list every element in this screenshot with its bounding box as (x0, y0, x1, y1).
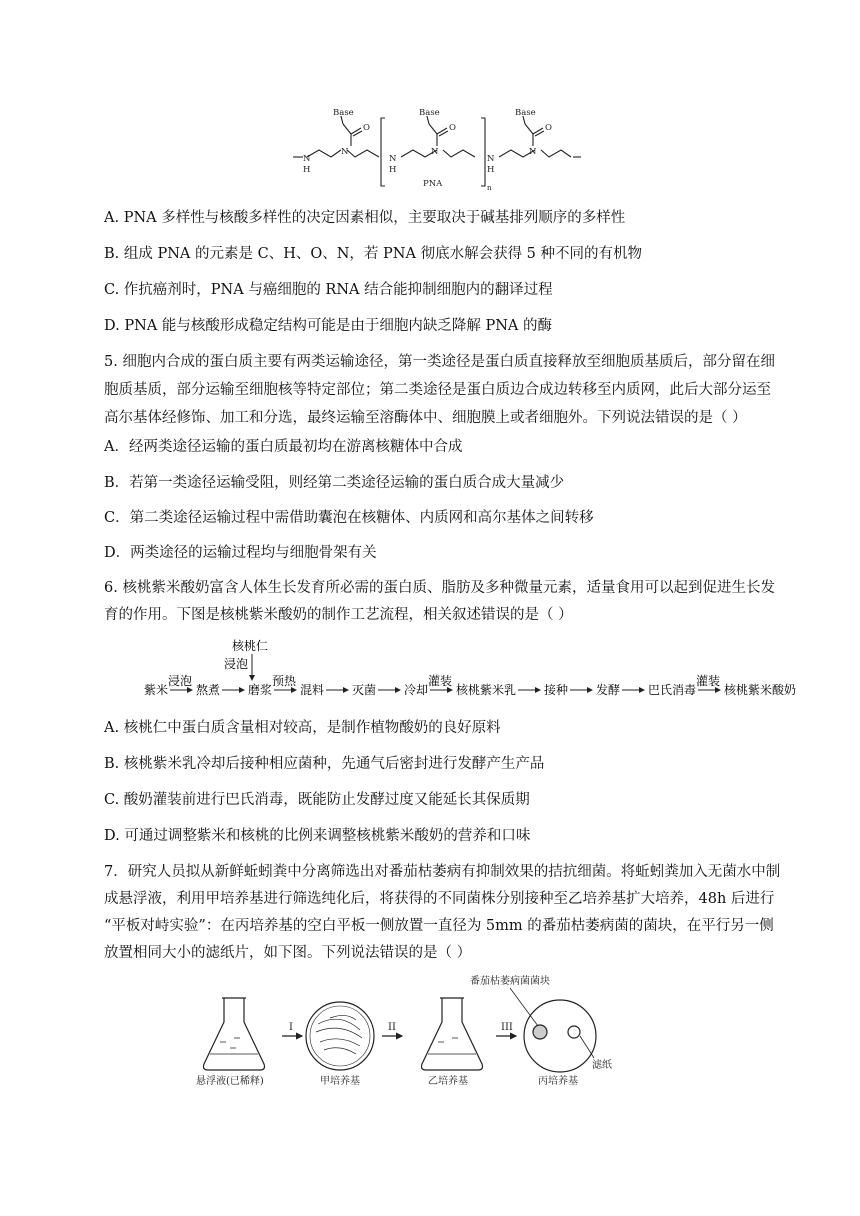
flow-step-10: 核桃紫米酸奶 (724, 683, 797, 697)
base-label-3: Base (515, 108, 536, 118)
q6-option-b: B. 核桃紫米乳冷却后接种相应菌种，先通气后密封进行发酵产生产品 (104, 756, 545, 772)
o-label-2: O (449, 123, 456, 133)
base-label-1: Base (333, 108, 354, 118)
filter-label: 滤纸 (592, 1060, 612, 1071)
flask-yi (422, 998, 483, 1070)
q5-option-a: A．经两类途径运输的蛋白质最初均在游离核糖体中合成 (104, 439, 463, 455)
q6-option-d: D. 可通过调整紫米和核桃的比例来调整核桃紫米酸奶的营养和口味 (104, 828, 531, 844)
q5-stem-line2: 胞质基质，部分运输至细胞核等特定部位；第二类途径是蛋白质边合成边转移至内质网，此后大部分运至 (104, 382, 771, 398)
flow-arrow-label-0: 浸泡 (168, 674, 193, 688)
label-bing: 丙培养基 (538, 1076, 578, 1087)
flow-walnut: 核桃仁 (232, 639, 269, 653)
nh-label-1: N (303, 154, 311, 164)
flow-step-9: 巴氏消毒 (648, 683, 697, 697)
yogurt-process-flowchart (144, 636, 797, 702)
flow-step-5: 冷却 (404, 683, 429, 697)
label-yi: 乙培养基 (428, 1076, 468, 1087)
flow-step-0: 紫米 (144, 683, 169, 697)
nh-label-h2: H (389, 165, 397, 175)
nh-label-h3: H (487, 165, 495, 175)
q6-option-c: C. 酸奶灌装前进行巴氏消毒，既能防止发酵过度又能延长其保质期 (104, 792, 530, 808)
q6-stem-line1: 6. 核桃紫米酸奶富含人体生长发育所必需的蛋白质、脂肪及多种微量元素，适量食用可以起到促进生长发 (104, 580, 775, 596)
q4-option-c: C. 作抗癌剂时，PNA 与癌细胞的 RNA 结合能抑制细胞内的翻译过程 (104, 282, 553, 298)
q5-option-d: D．两类途径的运输过程均与细胞骨架有关 (104, 545, 377, 561)
flow-step-2: 磨浆 (248, 683, 273, 697)
q4-option-d: D. PNA 能与核酸形成稳定结构可能是由于细胞内缺乏降解 PNA 的酶 (104, 318, 552, 334)
q7-stem-line3: “平板对峙实验”：在丙培养基的空白平板一侧放置一直径为 5mm 的番茄枯萎病菌的菌块，在平行另一侧 (104, 918, 774, 934)
q4-option-b: B. 组成 PNA 的元素是 C、H、O、N，若 PNA 彻底水解会获得 5 种不同的有机物 (104, 246, 643, 262)
flow-step-3: 混料 (300, 683, 325, 697)
q6-option-a: A. 核桃仁中蛋白质含量相对较高，是制作植物酸奶的良好原料 (104, 720, 501, 736)
plate-jia (306, 1002, 374, 1070)
base-label-2: Base (419, 108, 440, 118)
flow-step-6: 核桃紫米乳 (456, 683, 517, 697)
flow-step-1: 熬煮 (196, 683, 221, 697)
o-label-1: O (363, 123, 370, 133)
step-i-label: I (289, 1022, 293, 1033)
flow-arrow-label-2: 预热 (272, 674, 297, 688)
q5-option-b: B．若第一类途径运输受阻，则经第二类途径运输的蛋白质合成大量减少 (104, 475, 565, 491)
o-label-3: O (545, 123, 552, 133)
q5-stem-line1: 5. 细胞内合成的蛋白质主要有两类运输途径，第一类途径是蛋白质直接释放至细胞质基质后，部分留在细 (104, 354, 775, 370)
nh-label-2: N (389, 154, 397, 164)
nh-label-3: N (487, 154, 495, 164)
q4-option-a: A. PNA 多样性与核酸多样性的决定因素相似，主要取决于碱基排列顺序的多样性 (104, 210, 626, 226)
q5-option-c: C．第二类途径运输过程中需借助囊泡在核糖体、内质网和高尔基体之间转移 (104, 510, 594, 526)
n-label-3: N (529, 147, 537, 157)
n-subscript: n (487, 184, 492, 192)
n-label-2: N (431, 147, 439, 157)
pathogen-block (533, 1025, 547, 1039)
pathogen-label: 番茄枯萎病菌菌块 (470, 976, 550, 987)
flow-step-4: 灭菌 (352, 683, 377, 697)
flow-step-8: 发酵 (596, 683, 621, 697)
flask-suspension (204, 998, 265, 1070)
flow-step-7: 接种 (544, 683, 569, 697)
pna-label: PNA (423, 179, 443, 189)
nh-label-h1: H (303, 165, 311, 175)
q6-stem-line2: 育的作用。下图是核桃紫米酸奶的制作工艺流程，相关叙述错误的是（ ） (104, 607, 573, 623)
flow-arrow-label-9: 灌装 (696, 674, 721, 688)
step-ii-label: II (388, 1022, 396, 1033)
antagonism-experiment-figure (190, 972, 650, 1092)
q7-stem-line4: 放置相同大小的滤纸片，如下图。下列说法错误的是（ ） (104, 945, 472, 961)
label-suspension: 悬浮液(已稀释) (196, 1076, 264, 1087)
q7-stem-line2: 成悬浮液，利用甲培养基进行筛选纯化后，将获得的不同菌株分别接种至乙培养基扩大培养，48h 后进行 (104, 891, 775, 907)
q7-stem-line1: 7．研究人员拟从新鲜蚯蚓粪中分离筛选出对番茄枯萎病有抑制效果的拮抗细菌。将蚯蚓粪加入无菌水中制 (104, 864, 781, 880)
filter-paper (568, 1026, 580, 1038)
n-label-1: N (341, 147, 349, 157)
label-jia: 甲培养基 (320, 1076, 360, 1087)
flow-soak-top: 浸泡 (224, 657, 249, 671)
step-iii-label: III (501, 1022, 513, 1033)
flow-arrow-label-5: 灌装 (428, 674, 453, 688)
pna-structure-figure (285, 104, 585, 196)
q5-stem-line3: 高尔基体经修饰、加工和分选，最终运输至溶酶体中、细胞膜上或者细胞外。下列说法错误的是（ ） (104, 410, 747, 426)
